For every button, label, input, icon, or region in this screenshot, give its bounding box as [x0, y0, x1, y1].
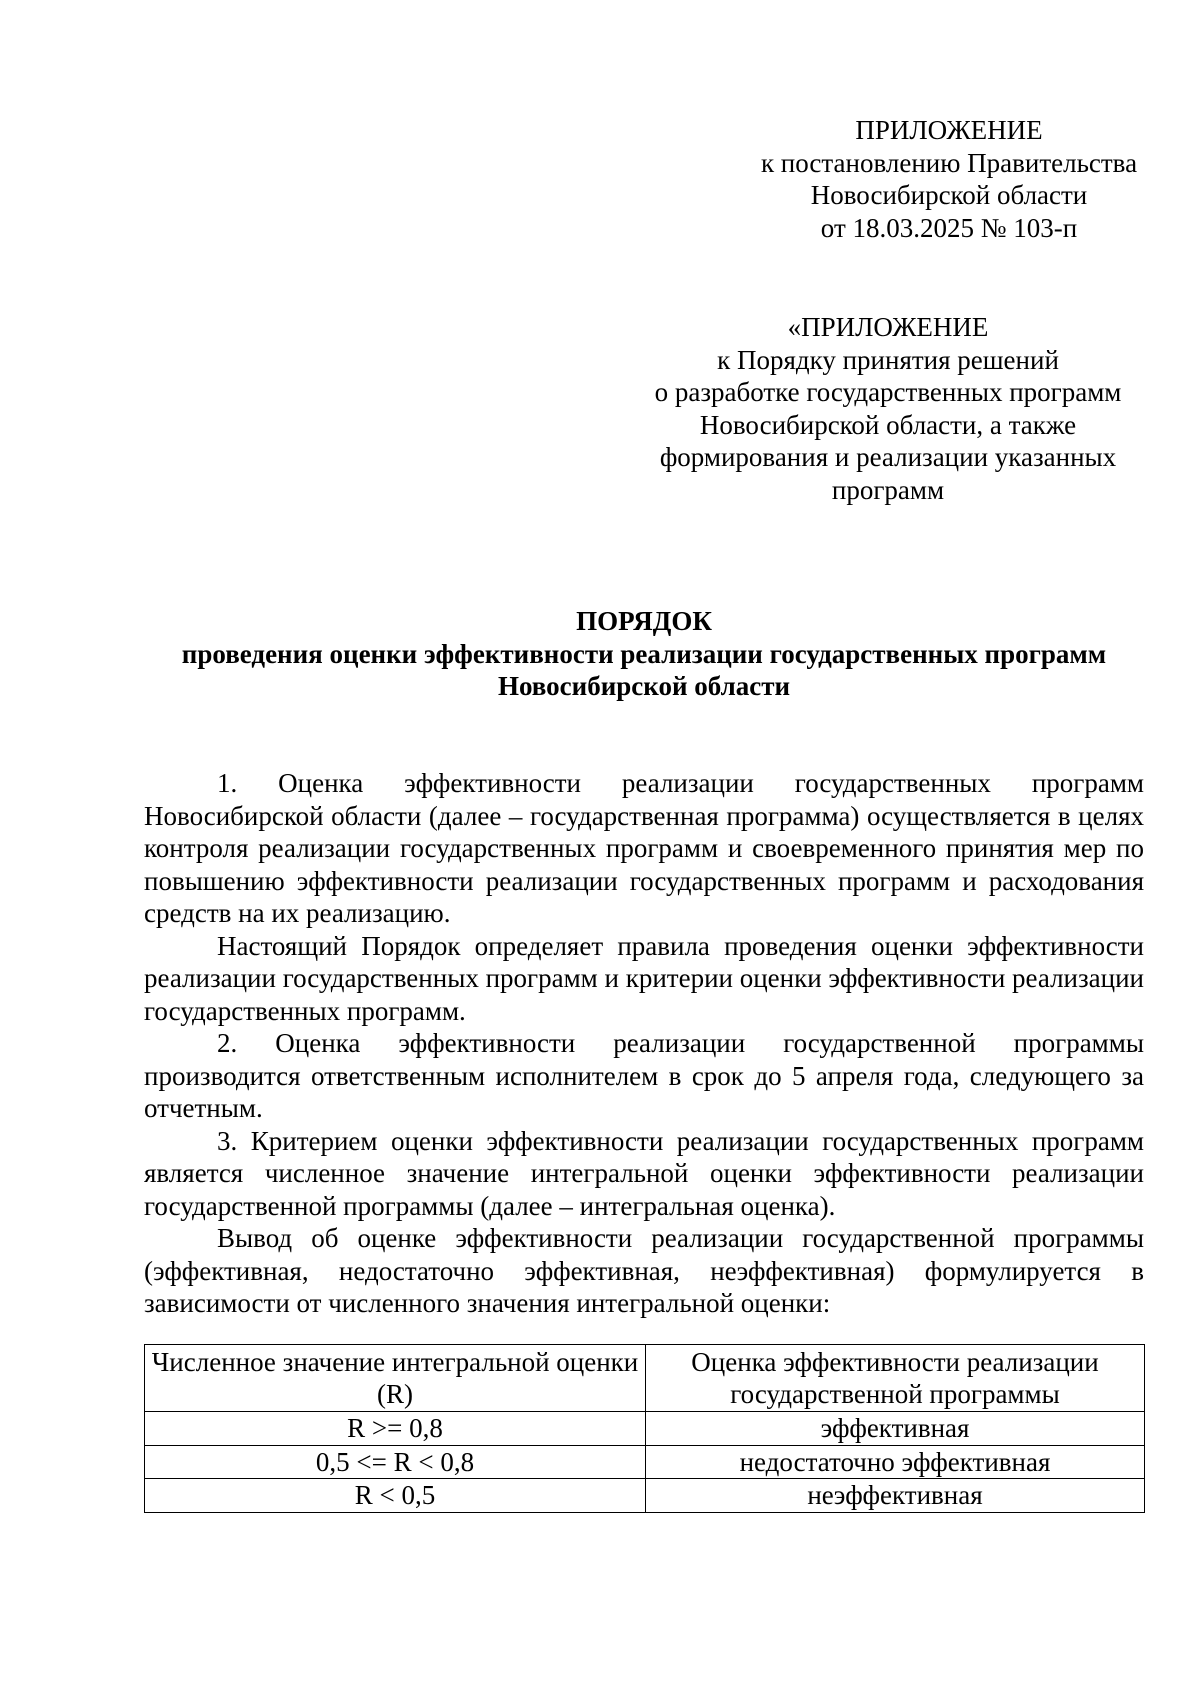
table-row — [145, 1445, 1145, 1479]
nested-appendix-line: программ — [831, 474, 945, 505]
paragraph: Вывод об оценке эффективности реализации государственной программы (эффективная, недостаточно эффективная, неэффективная) формулируется в зависимости от численного значения интегральной оценки: — [144, 1223, 1144, 1318]
appendix-line: к постановлению Правительства — [760, 147, 1138, 178]
criteria-table — [144, 1344, 1145, 1513]
nested-appendix-line: о разработке государственных программ — [654, 377, 1122, 407]
nested-appendix-block — [633, 311, 1143, 506]
nested-appendix-line: формирования и реализации указанных — [659, 442, 1117, 472]
paragraph: 2. Оценка эффективности реализации государственной программы производится ответственным исполнителем в срок до 5 апреля года, следующего за отчетным. — [144, 1028, 1144, 1123]
document-body — [144, 767, 1144, 1320]
appendix-block — [744, 114, 1154, 244]
table-header-cell: Численное значение интегральной оценки (R) — [145, 1345, 646, 1412]
table-cell: эффективная — [646, 1412, 1145, 1446]
paragraph: 1. Оценка эффективности реализации государственных программ Новосибирской области (далее – государственная программа) осуществляется в целях контроля реализации государственных программ и своевременного принятия мер по повышению эффективности реализации государственных программ и расходования средств на их реализацию. — [144, 768, 1144, 928]
table-header-cell: Оценка эффективности реализации государственной программы — [646, 1345, 1145, 1412]
table-header-row — [145, 1345, 1145, 1412]
nested-appendix-line: Новосибирской области, а также — [699, 409, 1077, 440]
appendix-line: от 18.03.2025 № 103-п — [820, 212, 1078, 243]
table-cell: неэффективная — [646, 1479, 1145, 1513]
appendix-line: ПРИЛОЖЕНИЕ — [855, 115, 1043, 145]
nested-appendix-line: «ПРИЛОЖЕНИЕ — [787, 312, 989, 342]
title-heading: ПОРЯДОК — [576, 606, 712, 636]
paragraph: 3. Критерием оценки эффективности реализации государственных программ является численное значение интегральной оценки эффективности реализации государственной программы (далее – интегральная оценка). — [144, 1125, 1144, 1221]
table-cell: недостаточно эффективная — [646, 1445, 1145, 1479]
table-row — [145, 1479, 1145, 1513]
table-row — [145, 1412, 1145, 1446]
title-subtitle: Новосибирской области — [497, 671, 791, 701]
appendix-line: Новосибирской области — [810, 180, 1088, 210]
nested-appendix-line: к Порядку принятия решений — [717, 344, 1059, 375]
paragraph: Настоящий Порядок определяет правила проведения оценки эффективности реализации государственных программ и критерии оценки эффективности реализации государственных программ. — [144, 930, 1144, 1026]
table-cell: R < 0,5 — [145, 1479, 646, 1513]
table-cell: R >= 0,8 — [145, 1412, 646, 1446]
title-subtitle: проведения оценки эффективности реализации государственных программ — [181, 638, 1107, 669]
table-cell: 0,5 <= R < 0,8 — [145, 1445, 646, 1479]
document-title — [144, 605, 1144, 703]
